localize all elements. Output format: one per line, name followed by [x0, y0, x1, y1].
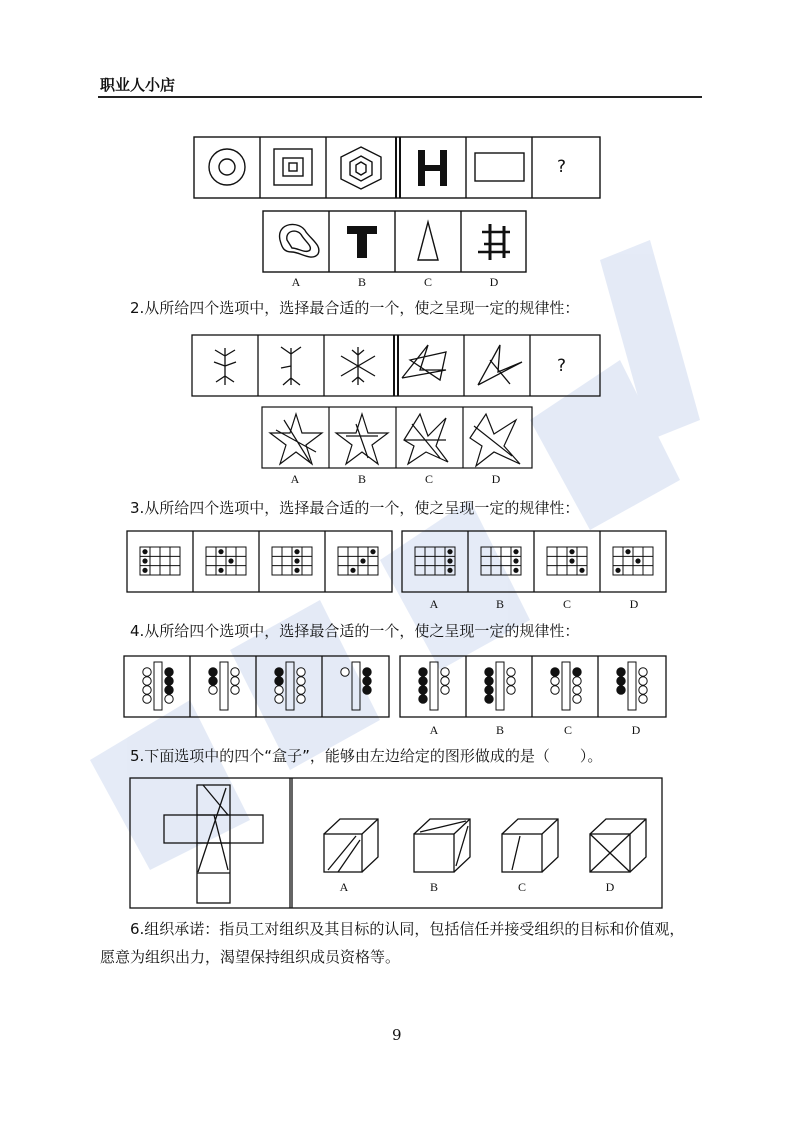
- q1-question-mark: ?: [557, 157, 567, 177]
- q1-option-c-label: C: [423, 275, 432, 289]
- q2-prompt: 2.从所给四个选项中，选择最合适的一个，使之呈现一定的规律性：: [130, 299, 580, 317]
- q4-option-a-label: A: [429, 723, 439, 737]
- q3-option-b-label: B: [495, 597, 504, 611]
- q3-option-a-label: A: [429, 597, 439, 611]
- q5-option-d-label: D: [605, 880, 615, 894]
- q6-line-2: 愿意为组织出力，渴望保持组织成员资格等。: [100, 948, 401, 966]
- q5-option-b-label: B: [429, 880, 438, 894]
- q6-line-1: 6.组织承诺：指员工对组织及其目标的认同，包括信任并接受组织的目标和价值观，: [130, 920, 685, 938]
- q1-option-a-label: A: [291, 275, 301, 289]
- q2-option-d-label: D: [491, 472, 501, 486]
- q1-option-b-label: B: [357, 275, 366, 289]
- q4-prompt: 4.从所给四个选项中，选择最合适的一个，使之呈现一定的规律性：: [130, 622, 580, 640]
- q4-option-b-label: B: [495, 723, 504, 737]
- q2-option-a-label: A: [290, 472, 300, 486]
- q2-option-b-label: B: [357, 472, 366, 486]
- q2-option-c-label: C: [424, 472, 433, 486]
- q5-option-a-label: A: [339, 880, 349, 894]
- page-number: 9: [392, 1026, 402, 1044]
- header-title: 职业人小店: [100, 76, 176, 94]
- q1-option-d-label: D: [489, 275, 499, 289]
- q3-option-c-label: C: [562, 597, 571, 611]
- q2-question-mark: ?: [557, 356, 567, 376]
- q5-prompt: 5.下面选项中的四个“盒子”，能够由左边给定的图形做成的是（ ）。: [130, 747, 603, 765]
- q3-option-d-label: D: [629, 597, 639, 611]
- q4-option-c-label: C: [563, 723, 572, 737]
- q3-prompt: 3.从所给四个选项中，选择最合适的一个，使之呈现一定的规律性：: [130, 499, 580, 517]
- q5-option-c-label: C: [517, 880, 526, 894]
- q4-option-d-label: D: [631, 723, 641, 737]
